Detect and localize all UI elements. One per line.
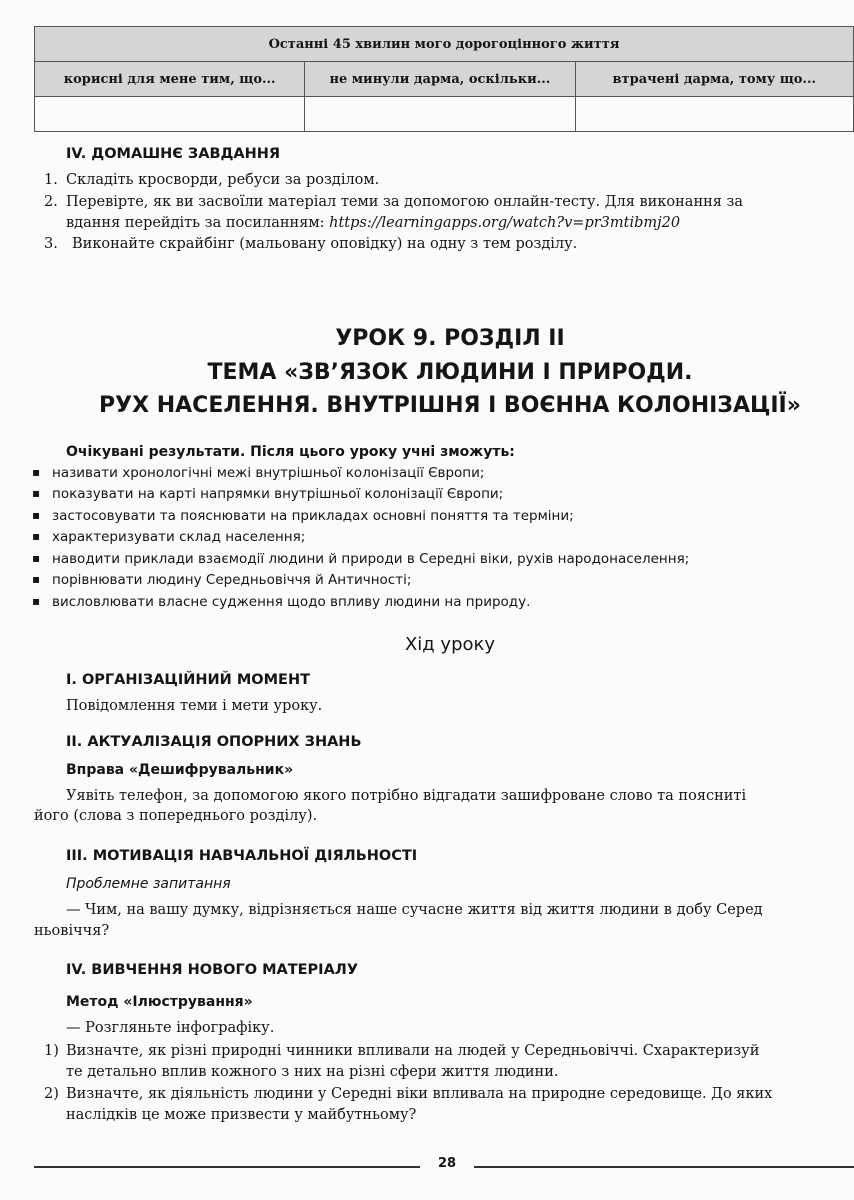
- outcome-item: ▪ застосовувати та пояснювати на прикладах основні поняття та терміни;: [52, 508, 574, 524]
- task-item: Визначте, як різні природні чинники впливали на людей у Середньовіччі. Схарактеризуй: [66, 1043, 760, 1059]
- lesson-topic-line2: РУХ НАСЕЛЕННЯ. ВНУТРІШНЯ І ВОЄННА КОЛОНІЗАЦІЇ»: [99, 393, 801, 418]
- table-column-header: не минули дарма, оскільки...: [305, 62, 575, 97]
- outcome-item: ▪ наводити приклади взаємодії людини й природи в Середні віки, рухів народонаселення;: [52, 551, 689, 567]
- problem-question-label: Проблемне запитання: [66, 876, 231, 892]
- footer-divider: [34, 1166, 420, 1168]
- section-text: його (слова з попереднього розділу).: [34, 808, 318, 824]
- table-header: Останні 45 хвилин мого дорогоцінного життя: [35, 27, 854, 62]
- outcome-item: ▪ порівнювати людину Середньовіччя й Античності;: [52, 572, 411, 588]
- lesson-course-title: Хід уроку: [404, 634, 496, 655]
- homework-item: [66, 213, 680, 233]
- method-title: Метод «Ілюстрування»: [66, 994, 253, 1010]
- section-heading: IV. ВИВЧЕННЯ НОВОГО МАТЕРІАЛУ: [66, 962, 359, 978]
- outcome-item: ▪ висловлювати власне судження щодо впливу людини на природу.: [52, 594, 530, 610]
- task-num: 1): [44, 1043, 59, 1059]
- section-heading: I. ОРГАНІЗАЦІЙНИЙ МОМЕНТ: [66, 672, 310, 688]
- homework-item-num: 3.: [44, 236, 58, 252]
- task-item: Визначте, як діяльність людини у Середні віки впливала на природне середовище. До яких: [66, 1086, 773, 1102]
- lesson-topic-line1: ТЕМА «ЗВ’ЯЗОК ЛЮДИНИ І ПРИРОДИ.: [207, 360, 693, 385]
- table-cell: [575, 97, 853, 132]
- homework-item-text: вдання перейдіть за посиланням:: [66, 215, 330, 231]
- section-heading: II. АКТУАЛІЗАЦІЯ ОПОРНИХ ЗНАНЬ: [66, 734, 362, 750]
- table-column-header: корисні для мене тим, що...: [35, 62, 305, 97]
- outcome-item: ▪ називати хронологічні межі внутрішньої колонізації Європи;: [52, 465, 484, 481]
- lesson-title: УРОК 9. РОЗДІЛ ІІ: [335, 326, 565, 351]
- homework-heading: IV. ДОМАШНЄ ЗАВДАННЯ: [66, 146, 281, 162]
- task-item: наслідків це може призвести у майбутньому?: [66, 1107, 417, 1123]
- section-text: — Чим, на вашу думку, відрізняється наше сучасне життя від життя людини в добу Серед: [66, 902, 763, 918]
- table-cell: [305, 97, 575, 132]
- homework-item: Виконайте скрайбінг (мальовану оповідку) на одну з тем розділу.: [72, 236, 578, 252]
- section-text: Уявіть телефон, за допомогою якого потрібно відгадати зашифроване слово та поясниті: [66, 788, 747, 804]
- section-heading: III. МОТИВАЦІЯ НАВЧАЛЬНОЇ ДІЯЛЬНОСТІ: [66, 848, 418, 864]
- table-cell: [35, 97, 305, 132]
- footer-divider: [474, 1166, 854, 1168]
- exercise-title: Вправа «Дешифрувальник»: [66, 762, 294, 778]
- outcome-item: ▪ показувати на карті напрямки внутрішньої колонізації Європи;: [52, 486, 503, 502]
- section-text: Повідомлення теми і мети уроку.: [66, 698, 323, 714]
- homework-item-num: 2.: [44, 194, 58, 210]
- outcomes-heading: Очікувані результати. Після цього уроку учні зможуть:: [66, 444, 515, 460]
- homework-item-num: 1.: [44, 172, 58, 188]
- section-text: ньовіччя?: [34, 923, 110, 939]
- page-number: 28: [437, 1156, 457, 1171]
- reflection-table: [34, 26, 854, 132]
- task-item: те детально вплив кожного з них на різні сфери життя людини.: [66, 1064, 559, 1080]
- task-num: 2): [44, 1086, 59, 1102]
- outcome-item: ▪ характеризувати склад населення;: [52, 529, 305, 545]
- table-column-header: втрачені дарма, тому що...: [575, 62, 853, 97]
- homework-item: Складіть кросворди, ребуси за розділом.: [66, 172, 380, 188]
- homework-item: Перевірте, як ви засвоїли матеріал теми за допомогою онлайн-тесту. Для виконання за: [66, 194, 744, 210]
- section-text: — Розгляньте інфографіку.: [66, 1020, 275, 1036]
- online-test-link[interactable]: https://learningapps.org/watch?v=pr3mtibmj20: [329, 215, 681, 231]
